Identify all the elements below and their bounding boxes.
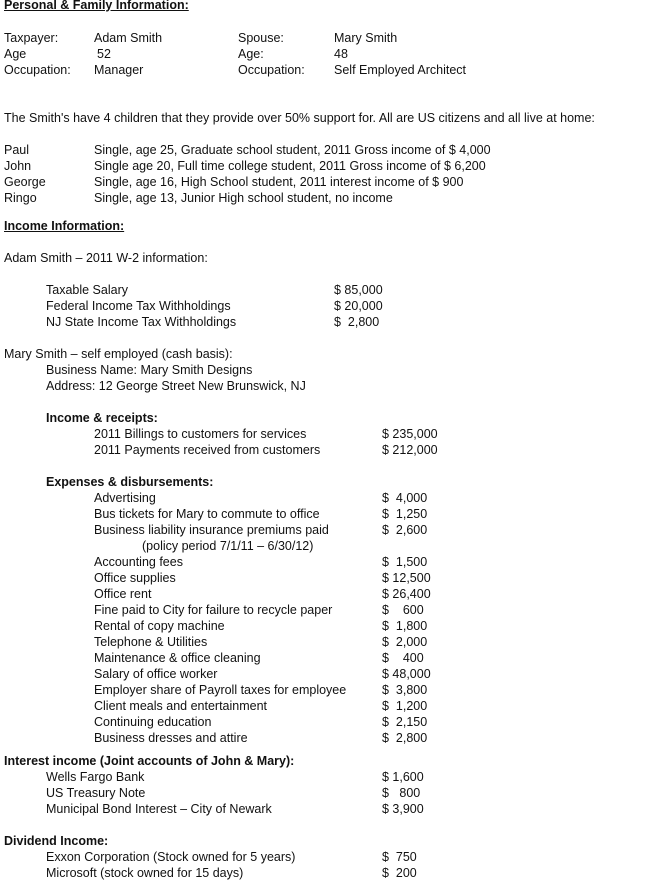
child-detail: Single age 20, Full time college student, 2011 Gross income of $ 6,200 (94, 159, 486, 173)
dividend-heading: Dividend Income: (4, 834, 109, 848)
personal-heading: Personal & Family Information: (4, 0, 189, 12)
taxpayer-name: Adam Smith (94, 31, 163, 45)
expense-amount: $ 1,500 (382, 555, 428, 569)
expenses-heading: Expenses & disbursements: (46, 475, 214, 489)
receipts-heading: Income & receipts: (46, 411, 158, 425)
expense-label: Office supplies (94, 571, 176, 585)
child-detail: Single, age 13, Junior High school student, no income (94, 191, 393, 205)
expense-amount: $ 48,000 (382, 667, 431, 681)
child-name: Ringo (4, 191, 37, 205)
spouse-occupation: Self Employed Architect (334, 63, 467, 77)
spouse-occupation-label: Occupation: (238, 63, 305, 77)
w2-intro: Adam Smith – 2011 W-2 information: (4, 251, 208, 265)
expense-label: Business liability insurance premiums paid (94, 523, 329, 537)
taxpayer-occupation: Manager (94, 63, 144, 77)
expense-amount: $ 2,800 (382, 731, 428, 745)
child-row (4, 158, 31, 174)
w2-label: NJ State Income Tax Withholdings (46, 315, 237, 329)
expense-label: Salary of office worker (94, 667, 218, 681)
child-detail: Single, age 16, High School student, 2011 interest income of $ 900 (94, 175, 464, 189)
child-name: George (4, 175, 46, 189)
expense-amount: $ 1,200 (382, 699, 428, 713)
child-detail: Single, age 25, Graduate school student, 2011 Gross income of $ 4,000 (94, 143, 491, 157)
receipt-amount: $ 235,000 (382, 427, 438, 441)
expense-amount: $ 2,150 (382, 715, 428, 729)
dividend-amount: $ 200 (382, 866, 417, 880)
interest-label: Municipal Bond Interest – City of Newark (46, 802, 272, 816)
receipt-label: 2011 Billings to customers for services (94, 427, 307, 441)
expense-amount: $ 2,000 (382, 635, 428, 649)
expense-amount: $ 400 (382, 651, 424, 665)
expense-label: Telephone & Utilities (94, 635, 208, 649)
expense-amount: $ 4,000 (382, 491, 428, 505)
receipt-label: 2011 Payments received from customers (94, 443, 321, 457)
expense-amount: $ 600 (382, 603, 424, 617)
age-label: Age (4, 47, 27, 61)
expense-amount: $ 1,800 (382, 619, 428, 633)
income-heading: Income Information: (4, 219, 125, 233)
child-row (4, 190, 37, 206)
mary-intro: Mary Smith – self employed (cash basis): (4, 347, 233, 361)
business-address: Address: 12 George Street New Brunswick, NJ (46, 379, 306, 393)
expense-label: Employer share of Payroll taxes for employee (94, 683, 347, 697)
interest-amount: $ 800 (382, 786, 421, 800)
w2-amount: $ 20,000 (334, 299, 383, 313)
child-name: John (4, 159, 32, 173)
expense-label: Continuing education (94, 715, 212, 729)
spouse-name: Mary Smith (334, 31, 398, 45)
children-intro: The Smith's have 4 children that they provide over 50% support for. All are US citizens and all live at home: (4, 111, 595, 125)
w2-amount: $ 2,800 (334, 315, 380, 329)
expense-amount: $ 1,250 (382, 507, 428, 521)
expense-amount: $ 2,600 (382, 523, 428, 537)
w2-amount: $ 85,000 (334, 283, 383, 297)
interest-amount: $ 1,600 (382, 770, 424, 784)
business-name: Business Name: Mary Smith Designs (46, 363, 253, 377)
expense-amount: $ 3,800 (382, 683, 428, 697)
expense-label: Office rent (94, 587, 152, 601)
w2-label: Taxable Salary (46, 283, 128, 297)
dividend-amount: $ 750 (382, 850, 417, 864)
taxpayer-label: Taxpayer: (4, 31, 59, 45)
spouse-label: Spouse: (238, 31, 284, 45)
expense-label: Rental of copy machine (94, 619, 225, 633)
expense-label: Client meals and entertainment (94, 699, 268, 713)
expense-label: Maintenance & office cleaning (94, 651, 261, 665)
expense-amount: $ 26,400 (382, 587, 431, 601)
expense-label: (policy period 7/1/11 – 6/30/12) (142, 539, 314, 553)
expense-label: Advertising (94, 491, 156, 505)
expense-amount: $ 12,500 (382, 571, 431, 585)
taxpayer-age: 52 (97, 47, 111, 61)
occupation-label: Occupation: (4, 63, 71, 77)
expense-label: Accounting fees (94, 555, 183, 569)
expense-label: Bus tickets for Mary to commute to office (94, 507, 320, 521)
dividend-label: Exxon Corporation (Stock owned for 5 years) (46, 850, 296, 864)
child-name: Paul (4, 143, 30, 157)
expense-label: Business dresses and attire (94, 731, 248, 745)
dividend-label: Microsoft (stock owned for 15 days) (46, 866, 244, 880)
spouse-age-label: Age: (238, 47, 264, 61)
receipt-amount: $ 212,000 (382, 443, 438, 457)
expense-label: Fine paid to City for failure to recycle paper (94, 603, 333, 617)
interest-label: Wells Fargo Bank (46, 770, 145, 784)
child-row (4, 142, 29, 158)
child-row (4, 174, 46, 190)
w2-label: Federal Income Tax Withholdings (46, 299, 231, 313)
interest-label: US Treasury Note (46, 786, 146, 800)
interest-heading: Interest income (Joint accounts of John & Mary): (4, 754, 295, 768)
interest-amount: $ 3,900 (382, 802, 424, 816)
spouse-age: 48 (334, 47, 348, 61)
